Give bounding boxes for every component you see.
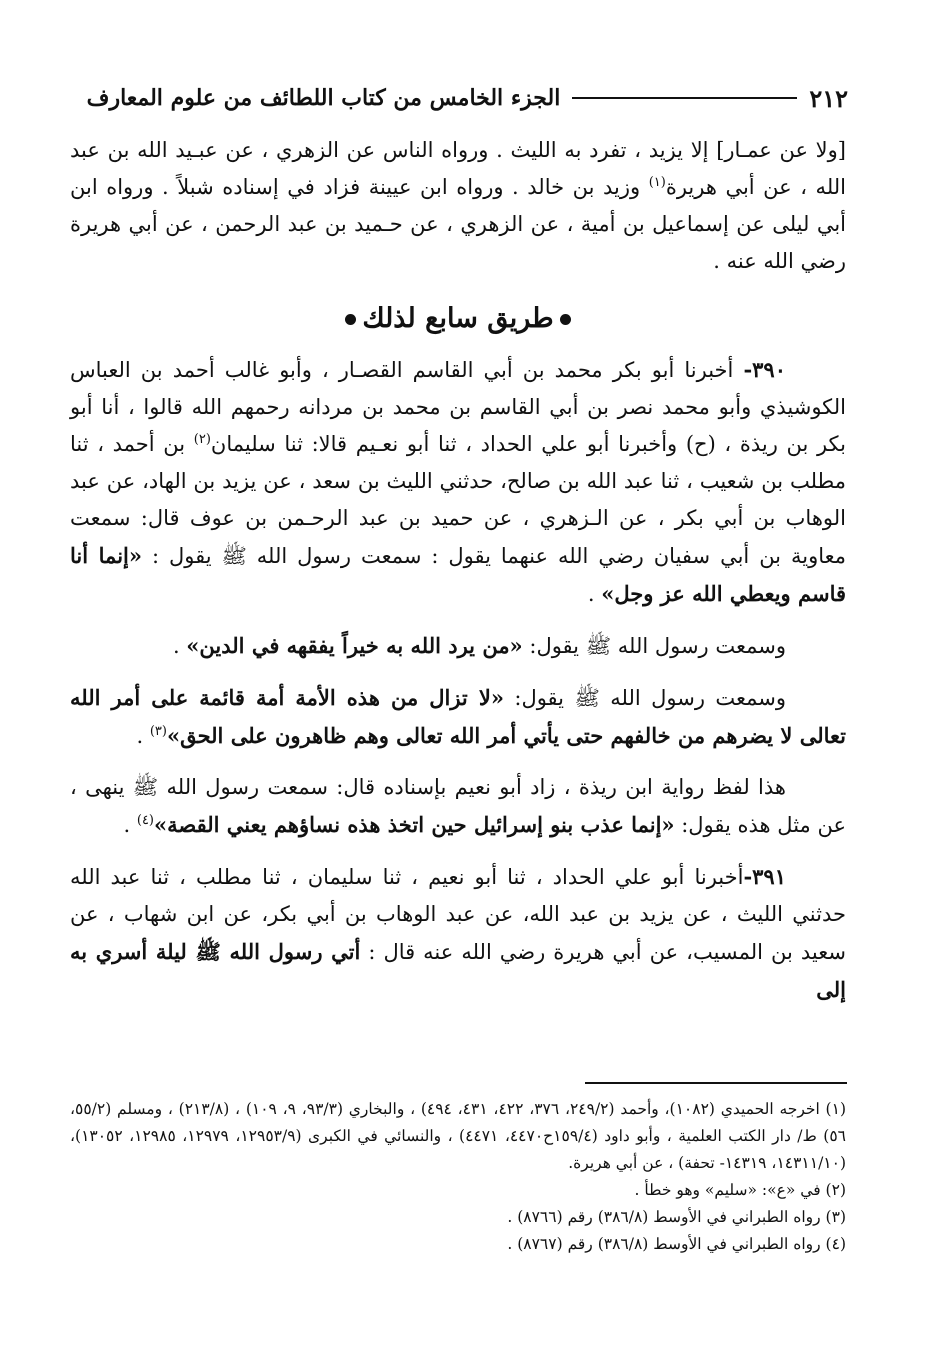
section-heading: طريق سابع لذلك (70, 300, 846, 337)
hadith-number: ٣٩٠- (743, 357, 786, 382)
hadith-quote: «لا تزال من هذه الأمة أمة قائمة على أمر الله تعالى لا يضرهم من خالفهم حتى يأتي أمر الله تعالى وهم ظاهرون على الحق» (70, 685, 846, 748)
hadith-quote: «إنما عذب بنو إسرائيل حين اتخذ هذه نساؤهم يعني القصة» (154, 812, 675, 837)
hadith-quote: «إنما أنا قاسم ويعطي الله عز وجل» (70, 543, 846, 606)
footnote: (٤) رواه الطبراني في الأوسط (٣٨٦/٨) رقم (٨٧٦٧) . (507, 1235, 846, 1253)
header-rule (572, 97, 797, 99)
note-paragraph: هذا لفظ رواية ابن ريذة ، زاد أبو نعيم بإسناده قال: سمعت رسول الله ﷺ ينهى ، عن مثل هذه يقول: «إنما عذب بنو إسرائيل حين اتخذ هذه نساؤهم يعني القصة»$^{(٤)}$ . (70, 775, 846, 837)
hadith-390: ٣٩٠- أخبرنا أبو بكر محمد بن أبي القاسم القصـار ، وأبو غالب أحمد بن العباس الكوشيذي وأبو محمد نصر بن أبي القاسم بن محمد بن مردانه رحمهم الله قالوا ، أنا أبو بكر بن ريذة ، (ح) وأخبرنا أبو علي الحداد ، ثنا أبو نعـيم قالا: ثنا سليمان$^{(٢)}$ بن أحمد ، ثنا مطلب بن شعيب ، ثنا عبد الله بن صالح، حدثني الليث بن سعد ، عن يزيد بن الهاد، عن عبد الوهاب بن أبي بكر ، عن الـزهري ، عن حميد بن عبد الرحـمن بن عوف قال: سمعت معاوية بن أبي سفيان رضي الله عنهما يقول : سمعت رسول الله ﷺ يقول : «إنما أنا قاسم ويعطي الله عز وجل» . (70, 357, 846, 606)
footnote-ref: (١) (648, 175, 666, 190)
footnote: (٢) في «ع»: «سليم» وهو خطأ . (634, 1181, 846, 1199)
page-number: ٢١٢ (809, 83, 848, 113)
saying-paragraph: وسمعت رسول الله ﷺ يقول: «من يرد الله به خيراً يفقهه في الدين» . (172, 633, 786, 658)
footnote-ref: (٤) (136, 813, 154, 828)
running-title: الجزء الخامس من كتاب اللطائف من علوم المعارف (86, 85, 561, 111)
footnote: (١) اخرجه الحميدي (١٠٨٢)، وأحمد (٢٤٩/٢، ٣٧٦، ٤٢٢، ٤٣١، ٤٩٤) ، والبخاري (٩٣/٣، ٩، ١٠٩) ، (٢١٣/٨) ، ومسلم (٥٥/٢، ٥٦) ط/ دار الكتب العلمية ، وأبو داود (١٥٩/٤ح٤٤٧٠، ٤٤٧١) ، والنسائي في الكبرى (١٢٩٥٣/٩، ١٢٩٧٩، ١٢٩٨٥، ١٣٠٥٢)، (١٤٣١١/١٠، ١٤٣١٩- تحفة) ، عن أبي هريرة. (70, 1100, 846, 1172)
bullet-icon (560, 314, 571, 325)
main-text (70, 132, 846, 1009)
footnote-ref: (٢) (193, 432, 211, 447)
hadith-number: ٣٩١- (743, 864, 786, 889)
footnote-ref: (٣) (149, 724, 167, 739)
footnote-rule (585, 1082, 847, 1084)
footnote: (٣) رواه الطبراني في الأوسط (٣٨٦/٨) رقم (٨٧٦٦) . (507, 1208, 846, 1226)
saying-paragraph: وسمعت رسول الله ﷺ يقول: «لا تزال من هذه الأمة أمة قائمة على أمر الله تعالى لا يضرهم من خالفهم حتى يأتي أمر الله تعالى وهم ظاهرون على الحق»$^{(٣)}$ . (70, 685, 846, 748)
bullet-icon (345, 314, 356, 325)
page-header (60, 78, 848, 118)
footnotes (70, 1096, 846, 1258)
hadith-quote: «من يرد الله به خيراً يفقهه في الدين» (186, 633, 523, 658)
hadith-391: ٣٩١-أخبرنا أبو علي الحداد ، ثنا أبو نعيم ، ثنا سليمان ، ثنا مطلب ، ثنا عبد الله حدثني الليث ، عن يزيد بن عبد الله، عن عبد الوهاب بن أبي بكر، عن ابن شهاب ، عن سعيد بن المسيب، عن أبي هريرة رضي الله عنه قال : أتي رسول الله ﷺ ليلة أسري به إلى (70, 864, 846, 1002)
intro-paragraph: [ولا عن عمـار] إلا يزيد ، تفرد به الليث . ورواه الناس عن الزهري ، عن عبـيد الله بن عبد الله ، عن أبي هريرة$^{(١)}$ وزيد بن خالد . ورواه ابن عيينة فزاد في إسناده شبلاً . ورواه ابن أبي ليلى عن إسماعيل بن أمية ، عن الزهري ، عن حـميد بن عبد الرحمن ، عن أبي هريرة رضي الله عنه . (70, 138, 847, 273)
hadith-quote: أتي رسول الله ﷺ ليلة أسري به إلى (70, 939, 846, 1002)
